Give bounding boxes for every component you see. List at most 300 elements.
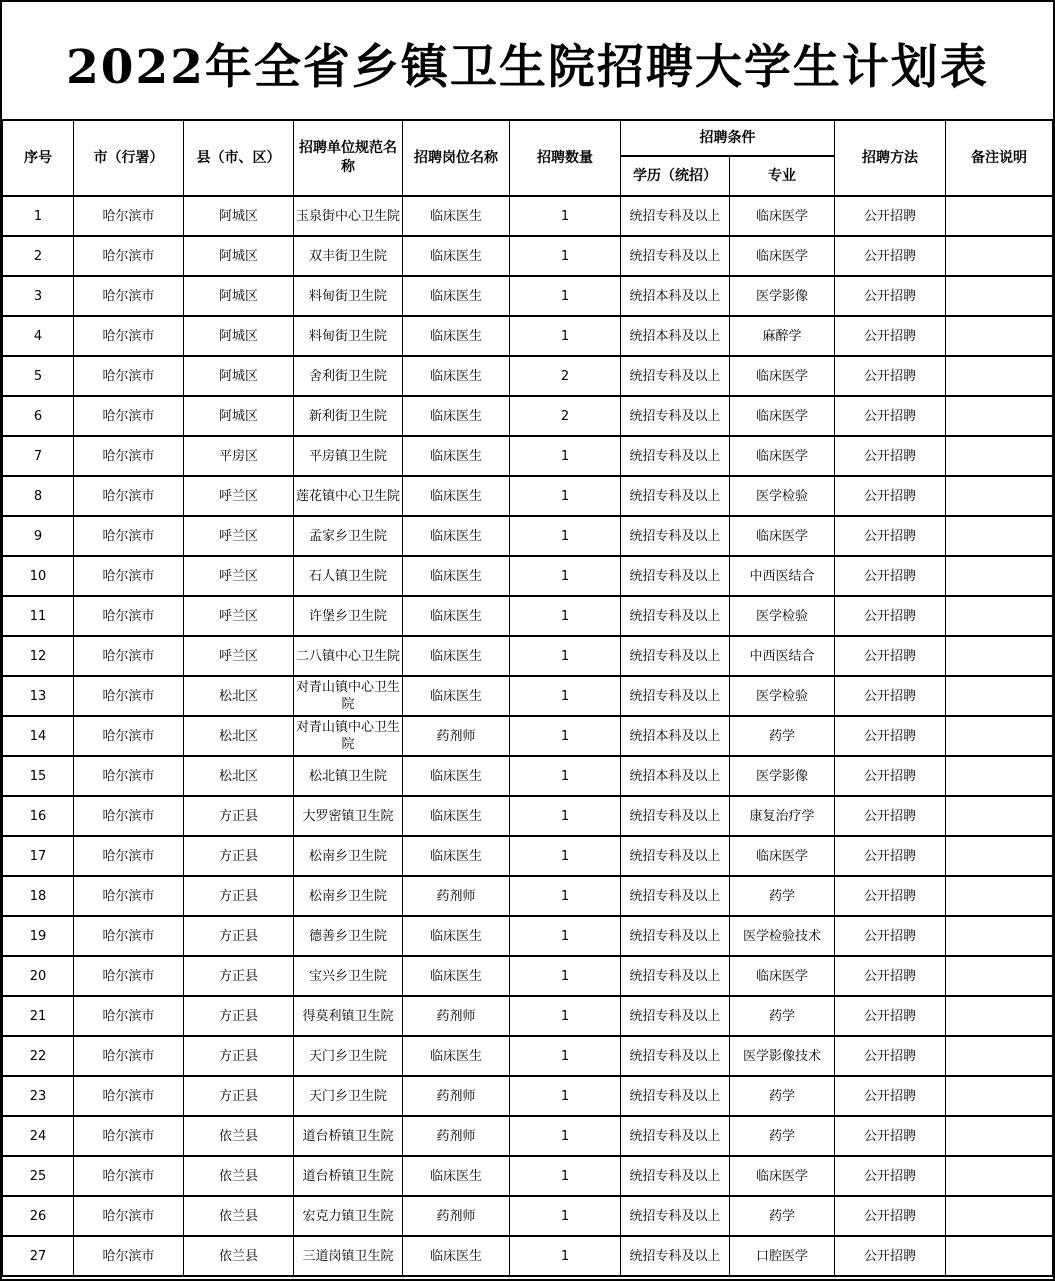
table-row bbox=[3, 316, 1053, 356]
cell-education: 统招专科及以上 bbox=[621, 916, 730, 956]
header-method: 招聘方法 bbox=[835, 120, 946, 196]
cell-major: 药学 bbox=[730, 716, 835, 756]
table-row bbox=[3, 196, 1053, 236]
cell-major: 药学 bbox=[730, 876, 835, 916]
cell-unit: 石人镇卫生院 bbox=[294, 556, 403, 596]
cell-education: 统招本科及以上 bbox=[621, 316, 730, 356]
cell-unit: 天门乡卫生院 bbox=[294, 1076, 403, 1116]
cell-position: 临床医生 bbox=[403, 836, 510, 876]
cell-position: 临床医生 bbox=[403, 796, 510, 836]
cell-city: 哈尔滨市 bbox=[74, 356, 184, 396]
cell-index: 25 bbox=[3, 1156, 74, 1196]
cell-unit: 松南乡卫生院 bbox=[294, 876, 403, 916]
cell-city: 哈尔滨市 bbox=[74, 516, 184, 556]
cell-city: 哈尔滨市 bbox=[74, 556, 184, 596]
cell-county: 方正县 bbox=[184, 876, 294, 916]
cell-city: 哈尔滨市 bbox=[74, 916, 184, 956]
cell-quantity: 1 bbox=[510, 876, 621, 916]
cell-remarks bbox=[946, 276, 1053, 316]
header-row-top bbox=[3, 120, 1053, 156]
cell-index: 6 bbox=[3, 396, 74, 436]
cell-unit: 莲花镇中心卫生院 bbox=[294, 476, 403, 516]
cell-quantity: 1 bbox=[510, 476, 621, 516]
cell-remarks bbox=[946, 196, 1053, 236]
cell-position: 药剂师 bbox=[403, 1076, 510, 1116]
cell-city: 哈尔滨市 bbox=[74, 396, 184, 436]
cell-city: 哈尔滨市 bbox=[74, 756, 184, 796]
cell-major: 临床医学 bbox=[730, 236, 835, 276]
cell-method: 公开招聘 bbox=[835, 836, 946, 876]
cell-position: 药剂师 bbox=[403, 1116, 510, 1156]
header-remarks: 备注说明 bbox=[946, 120, 1053, 196]
cell-index: 10 bbox=[3, 556, 74, 596]
cell-quantity: 1 bbox=[510, 636, 621, 676]
cell-index: 23 bbox=[3, 1076, 74, 1116]
cell-city: 哈尔滨市 bbox=[74, 1036, 184, 1076]
table-row bbox=[3, 916, 1053, 956]
table-row bbox=[3, 756, 1053, 796]
cell-education: 统招专科及以上 bbox=[621, 356, 730, 396]
cell-position: 临床医生 bbox=[403, 476, 510, 516]
table-row bbox=[3, 1076, 1053, 1116]
cell-major: 医学影像技术 bbox=[730, 1036, 835, 1076]
table-row bbox=[3, 876, 1053, 916]
cell-city: 哈尔滨市 bbox=[74, 876, 184, 916]
cell-method: 公开招聘 bbox=[835, 196, 946, 236]
cell-county: 依兰县 bbox=[184, 1156, 294, 1196]
cell-position: 临床医生 bbox=[403, 756, 510, 796]
cell-quantity: 1 bbox=[510, 276, 621, 316]
cell-city: 哈尔滨市 bbox=[74, 476, 184, 516]
cell-education: 统招专科及以上 bbox=[621, 596, 730, 636]
cell-position: 临床医生 bbox=[403, 956, 510, 996]
cell-unit: 宝兴乡卫生院 bbox=[294, 956, 403, 996]
cell-method: 公开招聘 bbox=[835, 516, 946, 556]
cell-quantity: 1 bbox=[510, 1076, 621, 1116]
table-row bbox=[3, 596, 1053, 636]
cell-index: 14 bbox=[3, 716, 74, 756]
cell-city: 哈尔滨市 bbox=[74, 1116, 184, 1156]
table-body bbox=[3, 196, 1053, 1276]
cell-education: 统招专科及以上 bbox=[621, 1036, 730, 1076]
cell-major: 中西医结合 bbox=[730, 636, 835, 676]
table-row bbox=[3, 516, 1053, 556]
cell-method: 公开招聘 bbox=[835, 1036, 946, 1076]
cell-quantity: 1 bbox=[510, 1156, 621, 1196]
cell-quantity: 1 bbox=[510, 756, 621, 796]
cell-quantity: 1 bbox=[510, 716, 621, 756]
cell-major: 医学检验技术 bbox=[730, 916, 835, 956]
cell-method: 公开招聘 bbox=[835, 396, 946, 436]
cell-city: 哈尔滨市 bbox=[74, 1076, 184, 1116]
cell-major: 医学影像 bbox=[730, 276, 835, 316]
cell-county: 松北区 bbox=[184, 676, 294, 716]
cell-method: 公开招聘 bbox=[835, 956, 946, 996]
cell-county: 方正县 bbox=[184, 996, 294, 1036]
cell-quantity: 1 bbox=[510, 996, 621, 1036]
cell-position: 临床医生 bbox=[403, 436, 510, 476]
cell-index: 11 bbox=[3, 596, 74, 636]
cell-index: 15 bbox=[3, 756, 74, 796]
cell-position: 药剂师 bbox=[403, 996, 510, 1036]
cell-major: 医学检验 bbox=[730, 596, 835, 636]
cell-county: 阿城区 bbox=[184, 276, 294, 316]
cell-position: 临床医生 bbox=[403, 556, 510, 596]
cell-major: 临床医学 bbox=[730, 956, 835, 996]
cell-county: 呼兰区 bbox=[184, 636, 294, 676]
cell-remarks bbox=[946, 636, 1053, 676]
cell-position: 临床医生 bbox=[403, 1036, 510, 1076]
cell-quantity: 2 bbox=[510, 396, 621, 436]
cell-education: 统招专科及以上 bbox=[621, 876, 730, 916]
cell-index: 4 bbox=[3, 316, 74, 356]
cell-remarks bbox=[946, 1036, 1053, 1076]
cell-unit: 对青山镇中心卫生院 bbox=[294, 676, 403, 716]
cell-unit: 双丰街卫生院 bbox=[294, 236, 403, 276]
cell-county: 呼兰区 bbox=[184, 556, 294, 596]
table-row bbox=[3, 1236, 1053, 1276]
cell-index: 3 bbox=[3, 276, 74, 316]
cell-city: 哈尔滨市 bbox=[74, 716, 184, 756]
cell-method: 公开招聘 bbox=[835, 1196, 946, 1236]
cell-education: 统招专科及以上 bbox=[621, 796, 730, 836]
cell-position: 临床医生 bbox=[403, 596, 510, 636]
cell-method: 公开招聘 bbox=[835, 276, 946, 316]
cell-education: 统招专科及以上 bbox=[621, 676, 730, 716]
cell-city: 哈尔滨市 bbox=[74, 996, 184, 1036]
cell-education: 统招专科及以上 bbox=[621, 1076, 730, 1116]
cell-index: 9 bbox=[3, 516, 74, 556]
cell-position: 临床医生 bbox=[403, 516, 510, 556]
cell-quantity: 1 bbox=[510, 1236, 621, 1276]
table-row bbox=[3, 276, 1053, 316]
cell-unit: 三道岗镇卫生院 bbox=[294, 1236, 403, 1276]
cell-major: 医学影像 bbox=[730, 756, 835, 796]
table-row bbox=[3, 1116, 1053, 1156]
cell-method: 公开招聘 bbox=[835, 556, 946, 596]
cell-quantity: 1 bbox=[510, 196, 621, 236]
header-position: 招聘岗位名称 bbox=[403, 120, 510, 196]
cell-education: 统招专科及以上 bbox=[621, 996, 730, 1036]
table-row bbox=[3, 476, 1053, 516]
cell-remarks bbox=[946, 796, 1053, 836]
cell-county: 阿城区 bbox=[184, 316, 294, 356]
cell-method: 公开招聘 bbox=[835, 1156, 946, 1196]
cell-education: 统招专科及以上 bbox=[621, 396, 730, 436]
cell-remarks bbox=[946, 716, 1053, 756]
table-row bbox=[3, 836, 1053, 876]
cell-education: 统招专科及以上 bbox=[621, 1156, 730, 1196]
cell-unit: 天门乡卫生院 bbox=[294, 1036, 403, 1076]
cell-method: 公开招聘 bbox=[835, 596, 946, 636]
cell-unit: 大罗密镇卫生院 bbox=[294, 796, 403, 836]
cell-index: 2 bbox=[3, 236, 74, 276]
cell-remarks bbox=[946, 756, 1053, 796]
cell-county: 方正县 bbox=[184, 836, 294, 876]
cell-remarks bbox=[946, 516, 1053, 556]
cell-city: 哈尔滨市 bbox=[74, 636, 184, 676]
cell-unit: 对青山镇中心卫生院 bbox=[294, 716, 403, 756]
cell-method: 公开招聘 bbox=[835, 716, 946, 756]
cell-method: 公开招聘 bbox=[835, 1236, 946, 1276]
cell-quantity: 1 bbox=[510, 1116, 621, 1156]
cell-quantity: 1 bbox=[510, 236, 621, 276]
cell-quantity: 1 bbox=[510, 1036, 621, 1076]
cell-remarks bbox=[946, 1116, 1053, 1156]
cell-remarks bbox=[946, 356, 1053, 396]
cell-method: 公开招聘 bbox=[835, 356, 946, 396]
cell-unit: 道台桥镇卫生院 bbox=[294, 1156, 403, 1196]
cell-major: 药学 bbox=[730, 1076, 835, 1116]
cell-unit: 道台桥镇卫生院 bbox=[294, 1116, 403, 1156]
cell-quantity: 1 bbox=[510, 676, 621, 716]
cell-major: 药学 bbox=[730, 996, 835, 1036]
cell-remarks bbox=[946, 596, 1053, 636]
cell-method: 公开招聘 bbox=[835, 476, 946, 516]
cell-method: 公开招聘 bbox=[835, 1076, 946, 1116]
cell-major: 临床医学 bbox=[730, 396, 835, 436]
cell-index: 5 bbox=[3, 356, 74, 396]
cell-quantity: 1 bbox=[510, 436, 621, 476]
cell-county: 呼兰区 bbox=[184, 516, 294, 556]
header-index: 序号 bbox=[3, 120, 74, 196]
cell-remarks bbox=[946, 1156, 1053, 1196]
cell-index: 17 bbox=[3, 836, 74, 876]
cell-method: 公开招聘 bbox=[835, 316, 946, 356]
cell-education: 统招专科及以上 bbox=[621, 196, 730, 236]
cell-unit: 二八镇中心卫生院 bbox=[294, 636, 403, 676]
cell-method: 公开招聘 bbox=[835, 1116, 946, 1156]
cell-major: 临床医学 bbox=[730, 1156, 835, 1196]
cell-county: 松北区 bbox=[184, 756, 294, 796]
cell-county: 方正县 bbox=[184, 916, 294, 956]
cell-unit: 玉泉街中心卫生院 bbox=[294, 196, 403, 236]
page-title: 2022年全省乡镇卫生院招聘大学生计划表 bbox=[66, 40, 989, 95]
title-box bbox=[2, 2, 1053, 119]
cell-city: 哈尔滨市 bbox=[74, 956, 184, 996]
cell-position: 临床医生 bbox=[403, 1156, 510, 1196]
cell-method: 公开招聘 bbox=[835, 876, 946, 916]
header-major: 专业 bbox=[730, 156, 835, 196]
cell-county: 方正县 bbox=[184, 1076, 294, 1116]
cell-education: 统招专科及以上 bbox=[621, 556, 730, 596]
table-row bbox=[3, 396, 1053, 436]
header-quantity: 招聘数量 bbox=[510, 120, 621, 196]
cell-position: 临床医生 bbox=[403, 236, 510, 276]
cell-county: 呼兰区 bbox=[184, 476, 294, 516]
cell-major: 临床医学 bbox=[730, 516, 835, 556]
cell-index: 13 bbox=[3, 676, 74, 716]
cell-unit: 孟家乡卫生院 bbox=[294, 516, 403, 556]
cell-major: 康复治疗学 bbox=[730, 796, 835, 836]
cell-method: 公开招聘 bbox=[835, 916, 946, 956]
cell-position: 临床医生 bbox=[403, 1236, 510, 1276]
cell-remarks bbox=[946, 556, 1053, 596]
cell-index: 20 bbox=[3, 956, 74, 996]
cell-county: 呼兰区 bbox=[184, 596, 294, 636]
cell-remarks bbox=[946, 436, 1053, 476]
cell-county: 阿城区 bbox=[184, 196, 294, 236]
cell-county: 阿城区 bbox=[184, 356, 294, 396]
cell-quantity: 1 bbox=[510, 836, 621, 876]
cell-quantity: 1 bbox=[510, 1196, 621, 1236]
cell-unit: 料甸街卫生院 bbox=[294, 316, 403, 356]
cell-unit: 许堡乡卫生院 bbox=[294, 596, 403, 636]
cell-position: 临床医生 bbox=[403, 356, 510, 396]
cell-major: 临床医学 bbox=[730, 836, 835, 876]
cell-remarks bbox=[946, 876, 1053, 916]
table-row bbox=[3, 676, 1053, 716]
cell-position: 临床医生 bbox=[403, 316, 510, 356]
cell-education: 统招专科及以上 bbox=[621, 436, 730, 476]
cell-major: 医学检验 bbox=[730, 476, 835, 516]
cell-remarks bbox=[946, 676, 1053, 716]
cell-quantity: 1 bbox=[510, 596, 621, 636]
cell-method: 公开招聘 bbox=[835, 756, 946, 796]
cell-education: 统招专科及以上 bbox=[621, 236, 730, 276]
cell-city: 哈尔滨市 bbox=[74, 316, 184, 356]
header-education: 学历（统招） bbox=[621, 156, 730, 196]
cell-remarks bbox=[946, 236, 1053, 276]
cell-index: 22 bbox=[3, 1036, 74, 1076]
cell-education: 统招专科及以上 bbox=[621, 516, 730, 556]
table-row bbox=[3, 236, 1053, 276]
cell-county: 依兰县 bbox=[184, 1236, 294, 1276]
cell-position: 临床医生 bbox=[403, 916, 510, 956]
cell-education: 统招专科及以上 bbox=[621, 956, 730, 996]
cell-county: 方正县 bbox=[184, 956, 294, 996]
cell-county: 平房区 bbox=[184, 436, 294, 476]
cell-unit: 平房镇卫生院 bbox=[294, 436, 403, 476]
cell-county: 阿城区 bbox=[184, 236, 294, 276]
cell-index: 26 bbox=[3, 1196, 74, 1236]
table-row bbox=[3, 996, 1053, 1036]
cell-remarks bbox=[946, 1196, 1053, 1236]
cell-index: 19 bbox=[3, 916, 74, 956]
cell-major: 麻醉学 bbox=[730, 316, 835, 356]
cell-major: 口腔医学 bbox=[730, 1236, 835, 1276]
cell-quantity: 1 bbox=[510, 916, 621, 956]
header-conditions: 招聘条件 bbox=[621, 120, 835, 156]
cell-city: 哈尔滨市 bbox=[74, 276, 184, 316]
cell-index: 8 bbox=[3, 476, 74, 516]
cell-county: 依兰县 bbox=[184, 1196, 294, 1236]
cell-unit: 松南乡卫生院 bbox=[294, 836, 403, 876]
cell-city: 哈尔滨市 bbox=[74, 596, 184, 636]
table-row bbox=[3, 556, 1053, 596]
cell-method: 公开招聘 bbox=[835, 236, 946, 276]
cell-major: 临床医学 bbox=[730, 436, 835, 476]
cell-unit: 新利街卫生院 bbox=[294, 396, 403, 436]
cell-county: 阿城区 bbox=[184, 396, 294, 436]
cell-unit: 宏克力镇卫生院 bbox=[294, 1196, 403, 1236]
cell-city: 哈尔滨市 bbox=[74, 236, 184, 276]
cell-method: 公开招聘 bbox=[835, 636, 946, 676]
cell-major: 药学 bbox=[730, 1196, 835, 1236]
cell-remarks bbox=[946, 316, 1053, 356]
cell-index: 1 bbox=[3, 196, 74, 236]
cell-unit: 得莫利镇卫生院 bbox=[294, 996, 403, 1036]
cell-remarks bbox=[946, 1076, 1053, 1116]
cell-method: 公开招聘 bbox=[835, 436, 946, 476]
cell-major: 临床医学 bbox=[730, 356, 835, 396]
cell-city: 哈尔滨市 bbox=[74, 1196, 184, 1236]
recruitment-plan-table bbox=[2, 119, 1053, 1277]
table-header bbox=[3, 120, 1053, 196]
header-city: 市（行署） bbox=[74, 120, 184, 196]
cell-education: 统招本科及以上 bbox=[621, 756, 730, 796]
cell-unit: 料甸街卫生院 bbox=[294, 276, 403, 316]
cell-position: 临床医生 bbox=[403, 676, 510, 716]
cell-position: 药剂师 bbox=[403, 876, 510, 916]
cell-county: 依兰县 bbox=[184, 1116, 294, 1156]
cell-index: 24 bbox=[3, 1116, 74, 1156]
cell-quantity: 2 bbox=[510, 356, 621, 396]
table-row bbox=[3, 636, 1053, 676]
cell-method: 公开招聘 bbox=[835, 676, 946, 716]
cell-city: 哈尔滨市 bbox=[74, 676, 184, 716]
cell-remarks bbox=[946, 396, 1053, 436]
cell-position: 临床医生 bbox=[403, 396, 510, 436]
table-row bbox=[3, 1036, 1053, 1076]
table-row bbox=[3, 1156, 1053, 1196]
cell-major: 药学 bbox=[730, 1116, 835, 1156]
cell-remarks bbox=[946, 996, 1053, 1036]
cell-quantity: 1 bbox=[510, 956, 621, 996]
cell-education: 统招专科及以上 bbox=[621, 1236, 730, 1276]
cell-city: 哈尔滨市 bbox=[74, 796, 184, 836]
table-row bbox=[3, 796, 1053, 836]
cell-position: 临床医生 bbox=[403, 636, 510, 676]
cell-position: 药剂师 bbox=[403, 1196, 510, 1236]
cell-city: 哈尔滨市 bbox=[74, 836, 184, 876]
cell-major: 临床医学 bbox=[730, 196, 835, 236]
cell-education: 统招专科及以上 bbox=[621, 836, 730, 876]
table-row bbox=[3, 1196, 1053, 1236]
cell-county: 松北区 bbox=[184, 716, 294, 756]
table-row bbox=[3, 716, 1053, 756]
cell-remarks bbox=[946, 836, 1053, 876]
cell-index: 12 bbox=[3, 636, 74, 676]
cell-city: 哈尔滨市 bbox=[74, 1236, 184, 1276]
cell-index: 18 bbox=[3, 876, 74, 916]
cell-index: 27 bbox=[3, 1236, 74, 1276]
table-row bbox=[3, 436, 1053, 476]
table-row bbox=[3, 356, 1053, 396]
header-county: 县（市、区） bbox=[184, 120, 294, 196]
cell-quantity: 1 bbox=[510, 316, 621, 356]
cell-index: 16 bbox=[3, 796, 74, 836]
cell-education: 统招专科及以上 bbox=[621, 476, 730, 516]
cell-method: 公开招聘 bbox=[835, 996, 946, 1036]
cell-position: 临床医生 bbox=[403, 196, 510, 236]
cell-city: 哈尔滨市 bbox=[74, 196, 184, 236]
cell-method: 公开招聘 bbox=[835, 796, 946, 836]
cell-education: 统招专科及以上 bbox=[621, 1196, 730, 1236]
cell-index: 21 bbox=[3, 996, 74, 1036]
cell-county: 方正县 bbox=[184, 1036, 294, 1076]
cell-unit: 德善乡卫生院 bbox=[294, 916, 403, 956]
cell-city: 哈尔滨市 bbox=[74, 1156, 184, 1196]
cell-unit: 舍利街卫生院 bbox=[294, 356, 403, 396]
cell-quantity: 1 bbox=[510, 516, 621, 556]
cell-education: 统招本科及以上 bbox=[621, 276, 730, 316]
cell-position: 临床医生 bbox=[403, 276, 510, 316]
cell-education: 统招专科及以上 bbox=[621, 636, 730, 676]
cell-position: 药剂师 bbox=[403, 716, 510, 756]
cell-remarks bbox=[946, 476, 1053, 516]
table-row bbox=[3, 956, 1053, 996]
